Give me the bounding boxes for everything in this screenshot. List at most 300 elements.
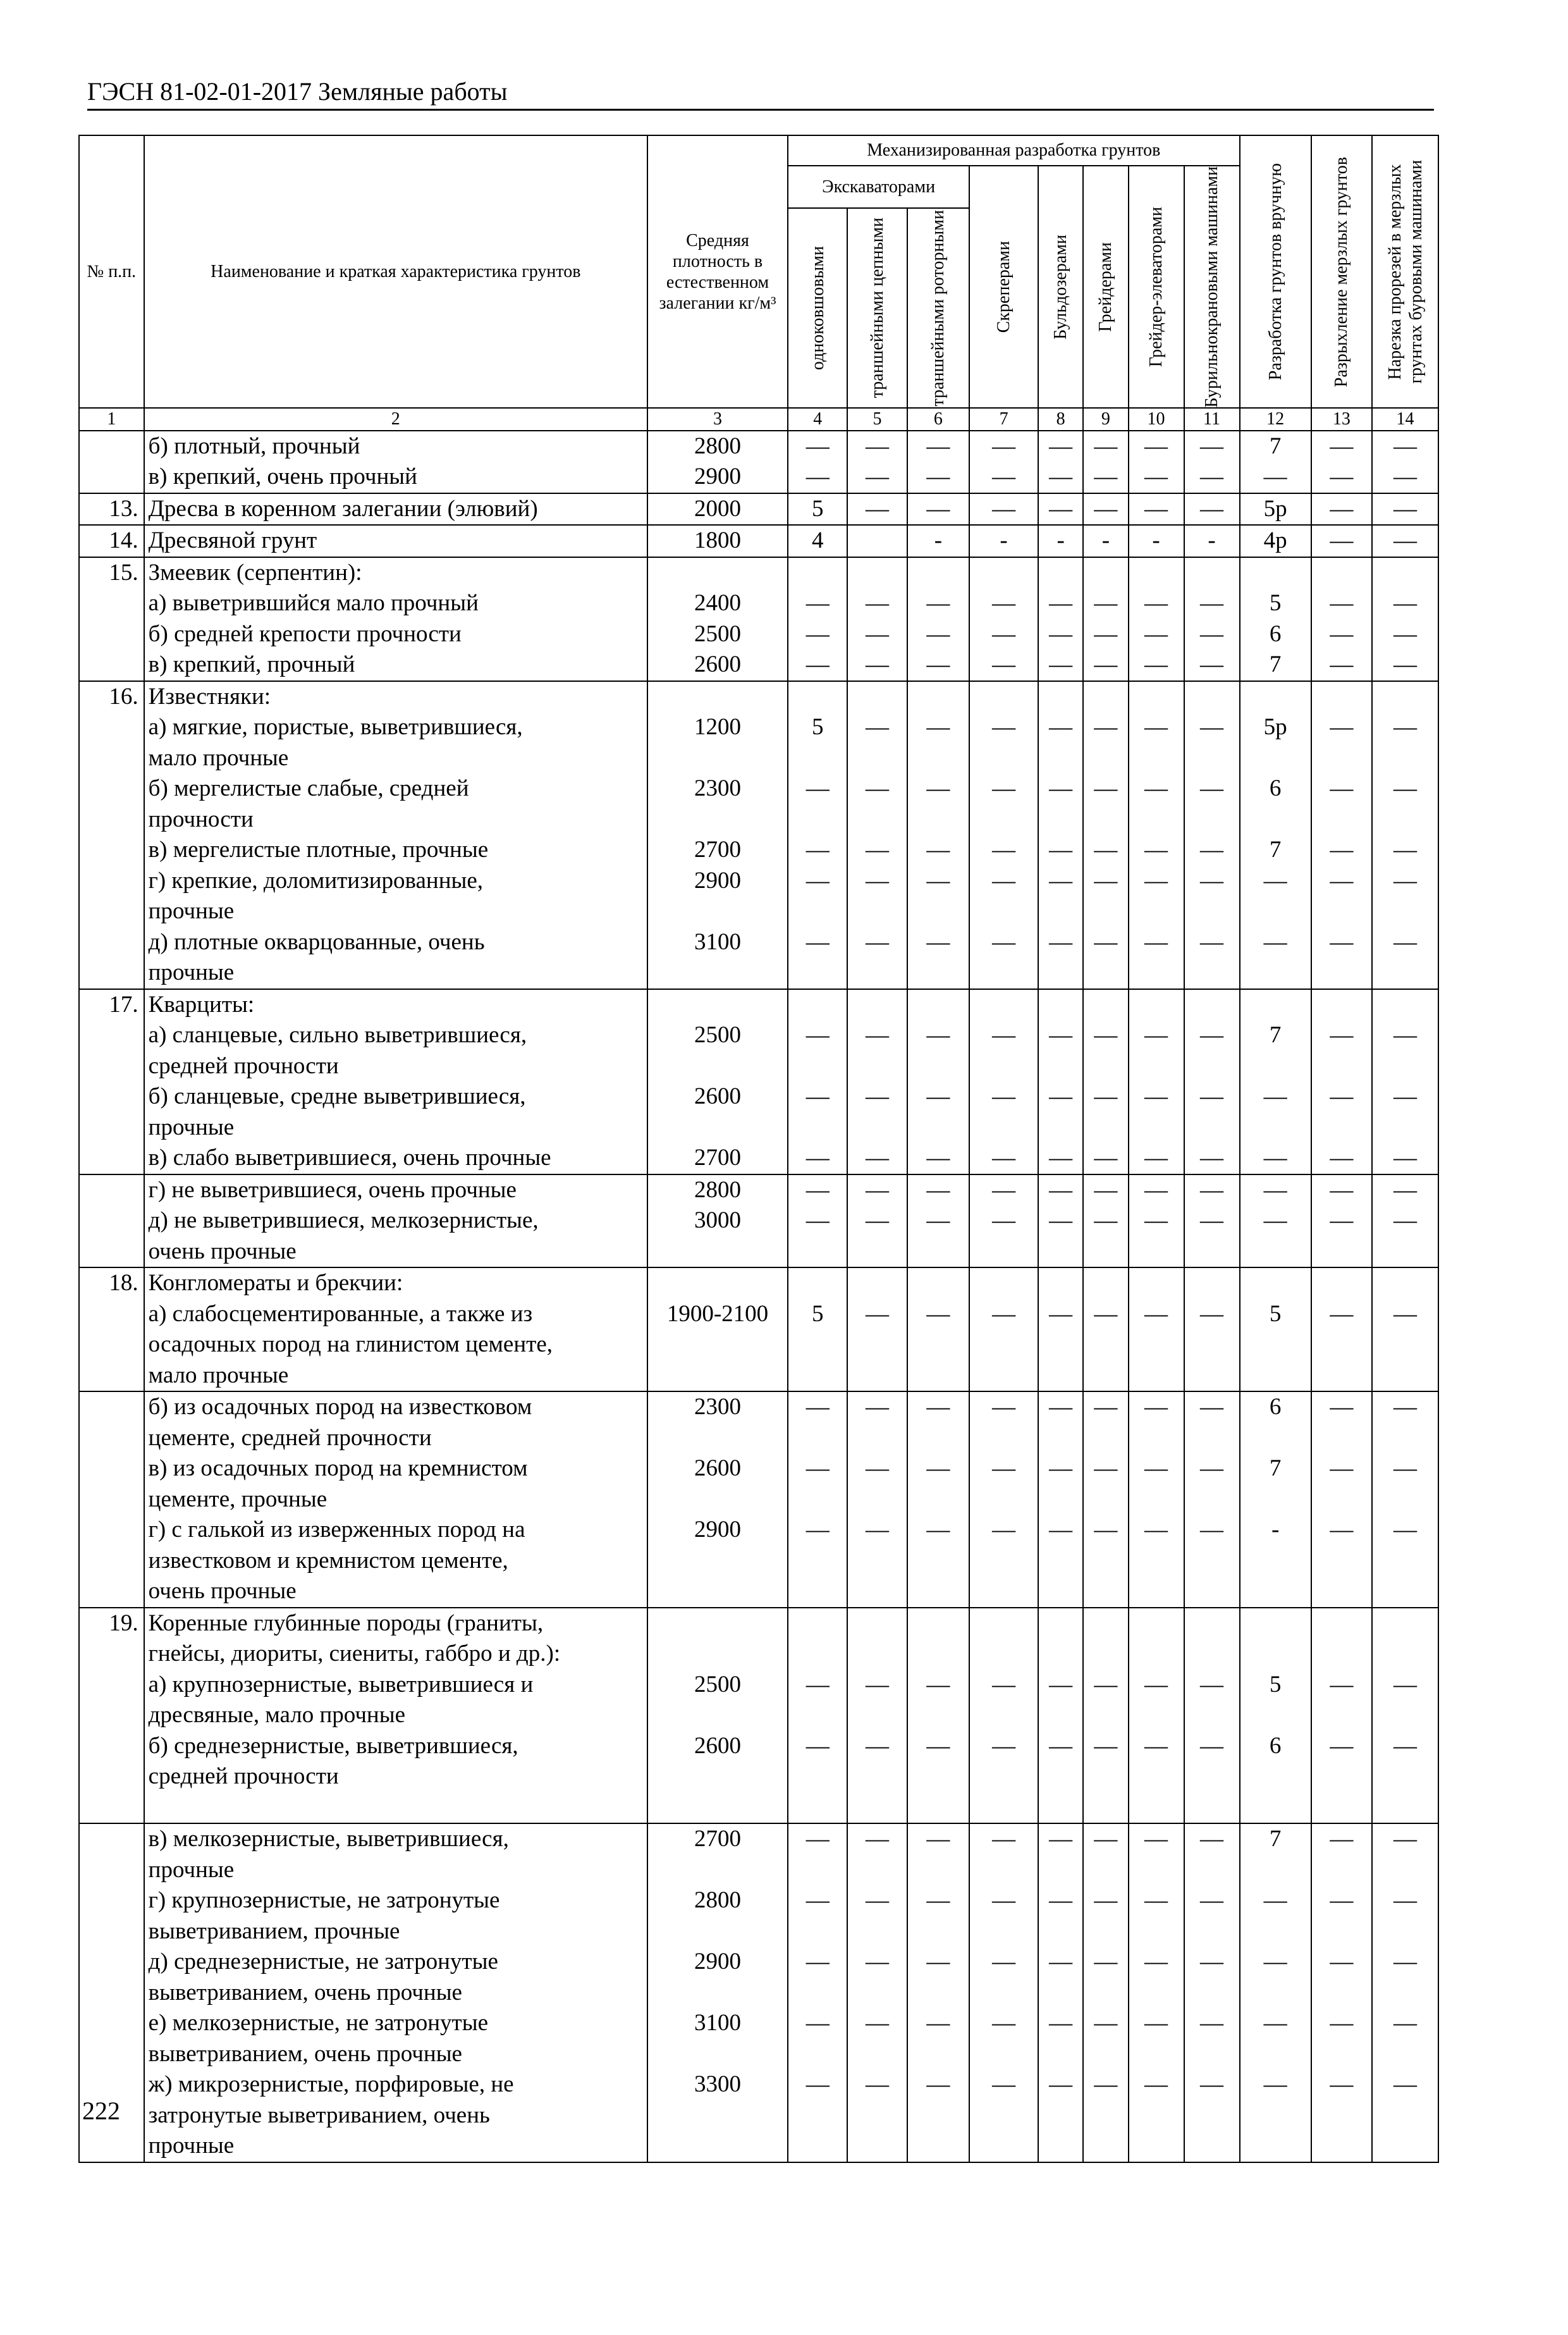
cell-value — [848, 1484, 906, 1515]
cell-value: — — [1200, 714, 1224, 740]
cell-value: — — [1049, 590, 1073, 616]
cell-value — [1185, 1112, 1239, 1143]
cell-value — [908, 2131, 969, 2162]
value-cell-col-11 — [1184, 1608, 1240, 1824]
cell-value: — — [1393, 433, 1418, 459]
cell-value: — — [805, 1826, 830, 1852]
value-cell-col-4 — [788, 681, 847, 989]
value-cell-col-8 — [1038, 525, 1083, 557]
cell-value — [1240, 1112, 1311, 1143]
table-row — [79, 1608, 1438, 1824]
cell-value — [848, 1608, 906, 1639]
value-cell-col-14 — [1372, 989, 1438, 1174]
cell-value: — — [926, 464, 950, 490]
cell-value: — — [1049, 1826, 1073, 1852]
value-cell-col-8 — [1038, 1608, 1083, 1824]
value-cell-col-5 — [847, 989, 907, 1174]
cell-value — [1185, 1268, 1239, 1299]
cell-value: — — [992, 837, 1016, 863]
cell-value: — — [992, 1826, 1016, 1852]
cell-value — [1129, 1236, 1184, 1267]
cell-value: — — [1263, 1176, 1287, 1203]
cell-value: — — [1049, 1887, 1073, 1913]
cell-value — [1039, 1608, 1082, 1639]
density-value: 2700 — [694, 837, 741, 863]
cell-value — [1185, 1051, 1239, 1082]
cell-value — [908, 1546, 969, 1577]
cell-value — [1129, 682, 1184, 713]
cell-value — [848, 1855, 906, 1886]
cell-value: — — [1200, 1732, 1224, 1759]
cell-value — [970, 2039, 1038, 2070]
soil-description-line: цементе, средней прочности — [148, 1424, 432, 1451]
cell-value — [1084, 1329, 1127, 1360]
soil-name-cell — [144, 525, 647, 557]
cell-value: — — [1049, 2010, 1073, 2036]
cell-value — [1039, 990, 1082, 1021]
value-cell-col-8 — [1038, 431, 1083, 493]
soil-description-line: б) из осадочных пород на известковом — [148, 1394, 532, 1420]
cell-value: — — [1144, 651, 1168, 677]
density-cell — [647, 1391, 788, 1608]
cell-value: — — [926, 1394, 950, 1420]
cell-value — [970, 804, 1038, 835]
value-cell-col-12 — [1240, 1391, 1311, 1608]
cell-value — [1039, 1916, 1082, 1947]
cell-value — [1373, 896, 1438, 927]
cell-value — [970, 1268, 1038, 1299]
cell-value — [1129, 1268, 1184, 1299]
cell-value — [1240, 1576, 1311, 1607]
soil-name-cell — [144, 1174, 647, 1268]
density-value — [648, 558, 787, 589]
density-value — [648, 1329, 787, 1360]
value-cell-col-12 — [1240, 1608, 1311, 1824]
soil-description-line: г) не выветрившиеся, очень прочные — [148, 1176, 517, 1203]
cell-value — [788, 2039, 847, 2070]
soil-description-line: б) плотный, прочный — [148, 433, 360, 459]
cell-value — [908, 1112, 969, 1143]
table-row — [79, 431, 1438, 493]
density-value — [648, 804, 787, 835]
cell-value: — — [1094, 620, 1118, 647]
cell-value: — — [1200, 1300, 1224, 1327]
cell-value: — — [1094, 1826, 1118, 1852]
soil-description-line: прочности — [148, 806, 254, 832]
cell-value: — — [1393, 1949, 1418, 1975]
cell-value — [1039, 2039, 1082, 2070]
cell-value — [788, 1855, 847, 1886]
cell-value — [1373, 1639, 1438, 1670]
cell-value: — — [1049, 714, 1073, 740]
cell-value: — — [1049, 867, 1073, 894]
cell-value: — — [805, 651, 830, 677]
cell-value: 5 — [1269, 590, 1282, 616]
cell-value — [788, 1360, 847, 1391]
cell-value: — — [1330, 1671, 1354, 1697]
cell-value — [1039, 2100, 1082, 2131]
value-cell-col-6 — [907, 1823, 969, 2162]
cell-value: — — [1330, 1949, 1354, 1975]
cell-value — [1129, 1608, 1184, 1639]
cell-value: — — [1144, 1671, 1168, 1697]
cell-value: — — [1049, 775, 1073, 801]
table-row — [79, 1267, 1438, 1391]
cell-value — [788, 1329, 847, 1360]
cell-value: — — [1094, 775, 1118, 801]
value-cell-col-12 — [1240, 1823, 1311, 2162]
soil-description-line: прочные — [148, 1114, 235, 1140]
column-number: 6 — [907, 408, 969, 430]
value-cell-col-11 — [1184, 493, 1240, 526]
cell-value — [1373, 1423, 1438, 1454]
cell-value: — — [992, 620, 1016, 647]
value-cell-col-5 — [847, 1608, 907, 1824]
cell-value: — — [1330, 1826, 1354, 1852]
value-cell-col-4 — [788, 989, 847, 1174]
cell-value: 4р — [1263, 527, 1287, 553]
cell-value — [1312, 1329, 1371, 1360]
density-value — [648, 1360, 787, 1391]
soil-description-line: мало прочные — [148, 1362, 289, 1388]
cell-value — [848, 1761, 906, 1792]
value-cell-col-12 — [1240, 1174, 1311, 1268]
col-header-bulldozers: Бульдозерами — [1038, 166, 1083, 408]
value-cell-col-10 — [1129, 1267, 1184, 1391]
cell-value — [1185, 2100, 1239, 2131]
density-value — [648, 1268, 787, 1299]
cell-value: — — [926, 714, 950, 740]
cell-value: — — [992, 433, 1016, 459]
cell-value — [848, 1360, 906, 1391]
cell-value: — — [926, 1022, 950, 1048]
cell-value — [1129, 1484, 1184, 1515]
cell-value — [1185, 1639, 1239, 1670]
soil-description-line: в) мергелистые плотные, прочные — [148, 837, 489, 863]
cell-value — [1084, 2039, 1127, 2070]
cell-value — [1240, 1639, 1311, 1670]
cell-value — [1129, 1978, 1184, 2009]
cell-value: — — [1094, 464, 1118, 490]
cell-value: — — [1393, 1887, 1418, 1913]
cell-value: — — [1330, 495, 1354, 522]
cell-value: — — [865, 590, 889, 616]
cell-value — [908, 1761, 969, 1792]
cell-value: - — [1152, 527, 1160, 553]
cell-value: — — [1393, 837, 1418, 863]
cell-value — [1039, 682, 1082, 713]
cell-value: — — [1144, 433, 1168, 459]
soil-name-cell — [144, 1391, 647, 1608]
cell-value: — — [865, 1887, 889, 1913]
cell-value: — — [1094, 1300, 1118, 1327]
cell-value — [1185, 2131, 1239, 2162]
value-cell-col-7 — [969, 1391, 1038, 1608]
cell-value: — — [865, 1732, 889, 1759]
cell-value — [1185, 1855, 1239, 1886]
value-cell-col-13 — [1311, 989, 1372, 1174]
density-value — [648, 1423, 787, 1454]
col-header-grader-elevators: Грейдер-элеваторами — [1129, 166, 1184, 408]
cell-value — [908, 743, 969, 774]
cell-value — [1312, 1051, 1371, 1082]
cell-value: — — [1094, 651, 1118, 677]
value-cell-col-14 — [1372, 557, 1438, 681]
soil-description-line — [149, 1792, 647, 1823]
row-number: 13. — [79, 493, 144, 526]
density-value: 2900 — [694, 1517, 741, 1543]
cell-value — [1240, 896, 1311, 927]
cell-value: — — [865, 1949, 889, 1975]
column-number: 4 — [788, 408, 847, 430]
value-cell-col-5 — [847, 1267, 907, 1391]
value-cell-col-14 — [1372, 1608, 1438, 1824]
density-value: 2600 — [694, 1083, 741, 1109]
cell-value: — — [1330, 837, 1354, 863]
column-number: 2 — [144, 408, 647, 430]
value-cell-col-11 — [1184, 1391, 1240, 1608]
cell-value — [1084, 682, 1127, 713]
value-cell-col-7 — [969, 681, 1038, 989]
cell-value — [1039, 1268, 1082, 1299]
value-cell-col-13 — [1311, 557, 1372, 681]
cell-value — [970, 1236, 1038, 1267]
soil-name-cell — [144, 681, 647, 989]
cell-value — [1312, 1916, 1371, 1947]
soil-description-line: д) среднезернистые, не затронутые — [148, 1949, 498, 1975]
value-cell-col-12 — [1240, 989, 1311, 1174]
cell-value: — — [865, 1207, 889, 1233]
soil-description-line: д) плотные окварцованные, очень — [148, 928, 485, 955]
cell-value — [1185, 1546, 1239, 1577]
cell-value — [788, 1236, 847, 1267]
cell-value — [1312, 1639, 1371, 1670]
cell-value — [848, 1978, 906, 2009]
cell-value: — — [1094, 1207, 1118, 1233]
value-cell-col-8 — [1038, 1174, 1083, 1268]
value-cell-col-11 — [1184, 1267, 1240, 1391]
cell-value: — — [1393, 590, 1418, 616]
soil-description-line: известковом и кремнистом цементе, — [148, 1547, 508, 1574]
value-cell-col-6 — [907, 1608, 969, 1824]
density-cell — [647, 1823, 788, 2162]
cell-value: — — [1144, 928, 1168, 955]
cell-value — [1084, 1546, 1127, 1577]
cell-value: — — [1049, 1732, 1073, 1759]
cell-value: — — [926, 1176, 950, 1203]
cell-value — [1373, 2039, 1438, 2070]
cell-value — [1039, 1546, 1082, 1577]
density-value — [648, 1639, 787, 1670]
cell-value — [1185, 1576, 1239, 1607]
cell-value: — — [1049, 464, 1073, 490]
value-cell-col-10 — [1129, 493, 1184, 526]
cell-value: — — [1144, 1517, 1168, 1543]
cell-value — [908, 1051, 969, 1082]
cell-value — [1129, 804, 1184, 835]
cell-value: — — [805, 1949, 830, 1975]
soil-description-line: средней прочности — [148, 1763, 339, 1789]
density-value — [648, 743, 787, 774]
soil-description-line: Конгломераты и брекчии: — [148, 1270, 403, 1296]
cell-value: — — [1144, 1394, 1168, 1420]
cell-value: 7 — [1269, 1022, 1282, 1048]
density-value: 2300 — [694, 775, 741, 801]
value-cell-col-7 — [969, 525, 1038, 557]
cell-value — [788, 1978, 847, 2009]
cell-value — [1039, 1112, 1082, 1143]
soil-description-line: выветриванием, очень прочные — [148, 1979, 462, 2005]
value-cell-col-5 — [847, 1823, 907, 2162]
cell-value: — — [1330, 775, 1354, 801]
soil-description-line: затронутые выветриванием, очень — [148, 2102, 490, 2128]
cell-value: — — [1144, 464, 1168, 490]
cell-value — [848, 896, 906, 927]
cell-value: — — [805, 1887, 830, 1913]
cell-value — [1312, 1576, 1371, 1607]
table-row — [79, 1174, 1438, 1268]
density-cell — [647, 493, 788, 526]
cell-value — [1312, 1855, 1371, 1886]
cell-value: — — [1393, 1083, 1418, 1109]
cell-value: 6 — [1269, 1732, 1282, 1759]
cell-value: 7 — [1269, 433, 1282, 459]
cell-value: — — [926, 1300, 950, 1327]
cell-value — [970, 1423, 1038, 1454]
cell-value: — — [1330, 714, 1354, 740]
cell-value: — — [1393, 1517, 1418, 1543]
soil-description-line: а) сланцевые, сильно выветрившиеся, — [148, 1022, 527, 1048]
cell-value — [970, 1051, 1038, 1082]
cell-value — [1084, 1051, 1127, 1082]
density-value — [648, 1546, 787, 1577]
cell-value — [1240, 2131, 1311, 2162]
cell-value: — — [865, 1826, 889, 1852]
cell-value: — — [1330, 1887, 1354, 1913]
cell-value: — — [1094, 1145, 1118, 1171]
value-cell-col-4 — [788, 493, 847, 526]
cell-value: — — [1049, 651, 1073, 677]
cell-value — [1312, 2039, 1371, 2070]
cell-value — [970, 2131, 1038, 2162]
value-cell-col-8 — [1038, 493, 1083, 526]
value-cell-col-5 — [847, 431, 907, 493]
value-cell-col-10 — [1129, 1391, 1184, 1608]
cell-value — [1373, 1576, 1438, 1607]
density-value: 2600 — [694, 1732, 741, 1759]
cell-value — [1240, 1792, 1311, 1823]
soil-description-line: средней прочности — [148, 1052, 339, 1079]
density-value: 3100 — [694, 2010, 741, 2036]
value-cell-col-5 — [847, 557, 907, 681]
cell-value — [1129, 1855, 1184, 1886]
soil-name-cell — [144, 431, 647, 493]
value-cell-col-10 — [1129, 525, 1184, 557]
cell-value — [1312, 1792, 1371, 1823]
cell-value — [1185, 1360, 1239, 1391]
cell-value — [1129, 1916, 1184, 1947]
cell-value: 7 — [1269, 651, 1282, 677]
cell-value — [1373, 958, 1438, 989]
cell-value — [848, 1576, 906, 1607]
cell-value — [1039, 958, 1082, 989]
cell-value: — — [1393, 867, 1418, 894]
cell-value: — — [805, 1176, 830, 1203]
table-row — [79, 989, 1438, 1174]
cell-value: — — [992, 2071, 1016, 2097]
density-cell — [647, 557, 788, 681]
cell-value: - — [1057, 527, 1065, 553]
row-number: 18. — [79, 1267, 144, 1391]
density-value: 2900 — [694, 1949, 741, 1975]
cell-value: — — [865, 651, 889, 677]
cell-value: — — [1049, 620, 1073, 647]
cell-value: — — [992, 1300, 1016, 1327]
cell-value: 5 — [811, 1300, 824, 1327]
soil-description-line: ж) микрозернистые, порфировые, не — [148, 2071, 514, 2097]
cell-value: — — [1144, 495, 1168, 522]
cell-value — [1084, 1236, 1127, 1267]
cell-value — [908, 896, 969, 927]
cell-value: — — [1330, 590, 1354, 616]
cell-value — [1312, 743, 1371, 774]
cell-value — [1185, 1608, 1239, 1639]
cell-value: — — [1330, 1145, 1354, 1171]
cell-value — [1240, 682, 1311, 713]
cell-value: — — [805, 1022, 830, 1048]
cell-value: — — [1393, 714, 1418, 740]
cell-value: 4 — [811, 527, 824, 553]
value-cell-col-9 — [1083, 557, 1128, 681]
cell-value: — — [1263, 1083, 1287, 1109]
cell-value — [1312, 1978, 1371, 2009]
value-cell-col-11 — [1184, 681, 1240, 989]
value-cell-col-13 — [1311, 1174, 1372, 1268]
cell-value: — — [1144, 590, 1168, 616]
cell-value: — — [1393, 495, 1418, 522]
cell-value: 7 — [1269, 1455, 1282, 1481]
cell-value: — — [1049, 1022, 1073, 1048]
cell-value: — — [1393, 1176, 1418, 1203]
density-value: 2800 — [694, 433, 741, 459]
cell-value: — — [1200, 2071, 1224, 2097]
cell-value: — — [805, 1083, 830, 1109]
col-header-single-bucket: одноковшовыми — [788, 208, 847, 409]
value-cell-col-10 — [1129, 1823, 1184, 2162]
cell-value: — — [865, 1145, 889, 1171]
value-cell-col-9 — [1083, 1391, 1128, 1608]
cell-value: — — [865, 837, 889, 863]
cell-value — [908, 990, 969, 1021]
cell-value: — — [992, 928, 1016, 955]
density-value — [648, 1855, 787, 1886]
cell-value: — — [805, 433, 830, 459]
cell-value: — — [865, 1394, 889, 1420]
cell-value — [1373, 1112, 1438, 1143]
cell-value: — — [1330, 433, 1354, 459]
column-number: 7 — [969, 408, 1038, 430]
density-value — [648, 990, 787, 1021]
cell-value: — — [1144, 1732, 1168, 1759]
cell-value: — — [926, 1083, 950, 1109]
cell-value — [1084, 2131, 1127, 2162]
table-row — [79, 1823, 1438, 2162]
row-number — [79, 1391, 144, 1608]
cell-value: — — [1094, 1517, 1118, 1543]
cell-value — [1084, 1608, 1127, 1639]
cell-value: — — [1330, 1517, 1354, 1543]
soil-description-line: в) мелкозернистые, выветрившиеся, — [148, 1826, 509, 1852]
